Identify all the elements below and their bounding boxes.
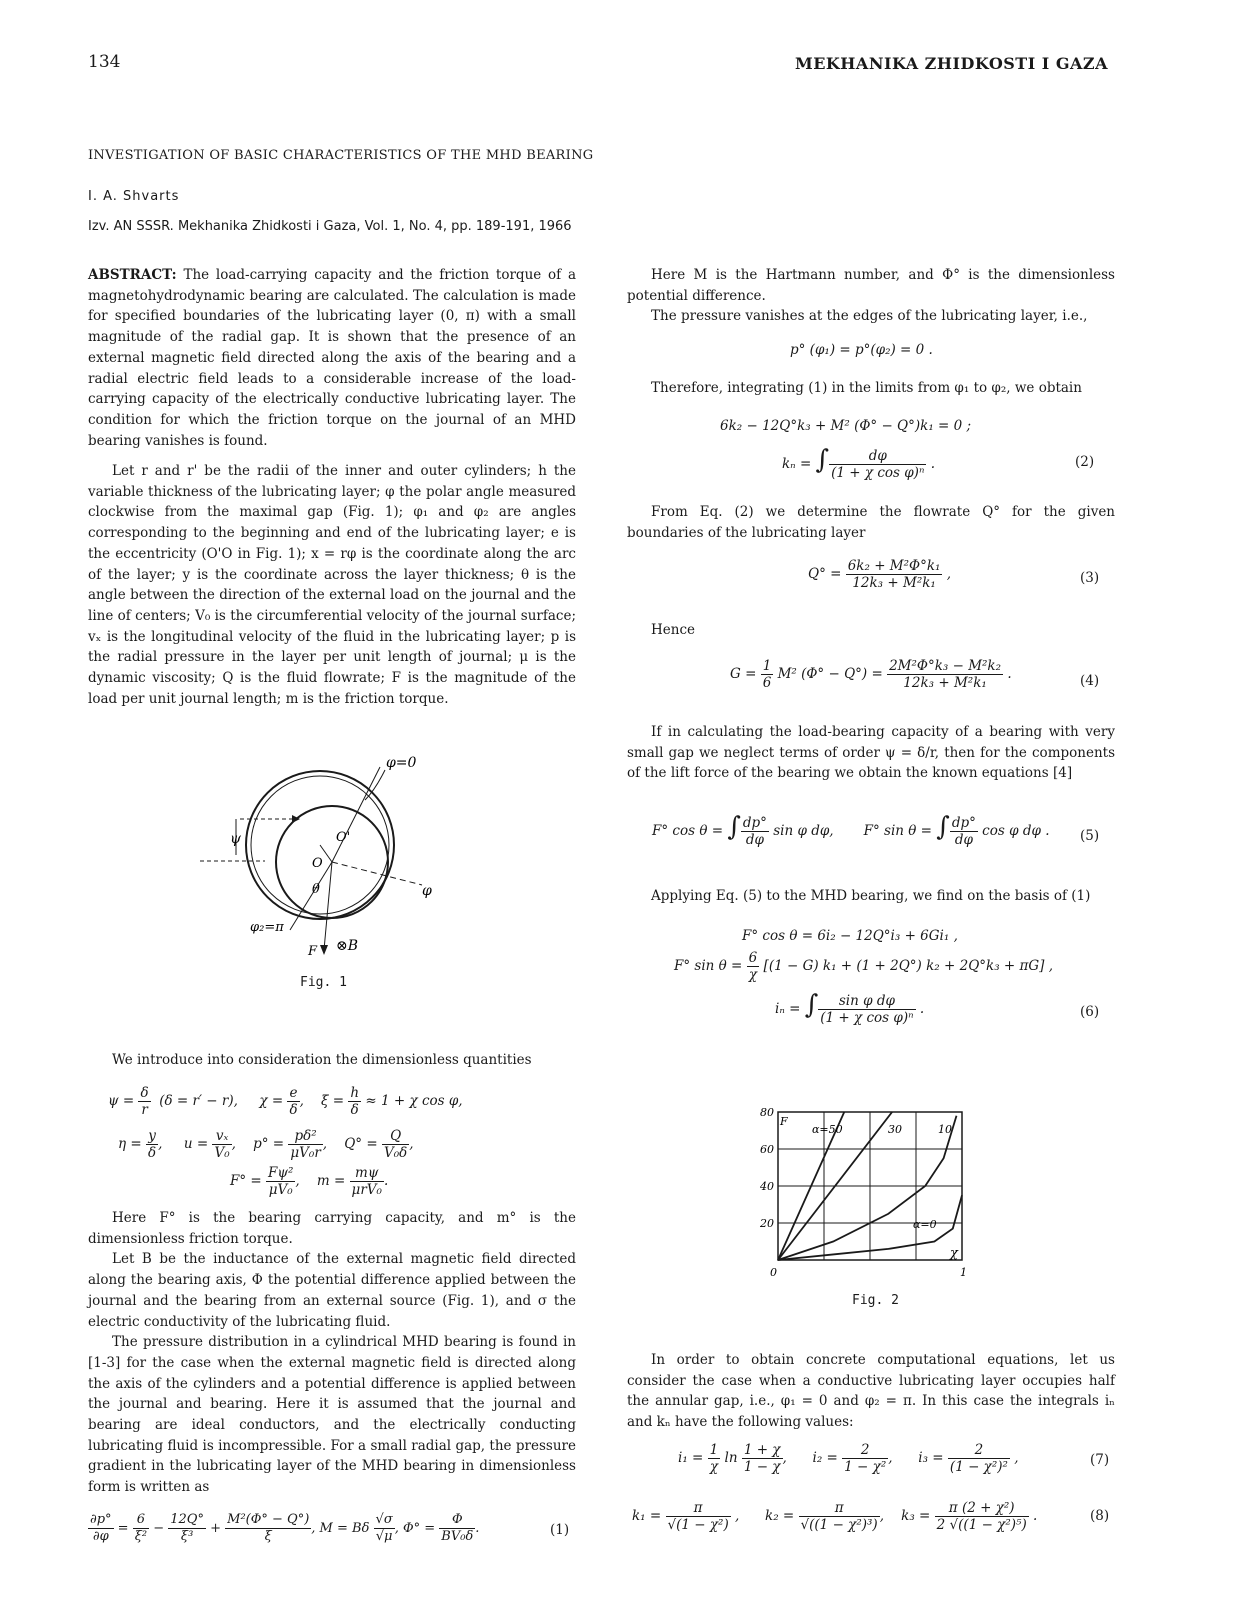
fig2-ytick-40: 40: [760, 1180, 774, 1193]
right-paragraph-4: [651, 620, 695, 641]
abstract-text: The load-carrying capacity and the friction torque of a magnetohydrodynamic bearing are calculated. The calculation is made for specified boundaries of the lubricating layer (0, π) with a small magnitude of the radial gap. It is shown that the presence of an external magnetic field directed along the axis of the bearing and a radial electric field leads to a considerable increase of the load-carrying capacity of the electrically conductive lubricating layer. The condition for which the friction torque on the journal of an MHD bearing vanishes is found.: [88, 267, 576, 449]
fig2-ticks: [759, 1106, 967, 1279]
right-p6-text: If in calculating the load-bearing capacity of a bearing with very small gap we neglect terms of order ψ = δ/r, then for the components of the lift force of the bearing we obtain the known equations [4]: [627, 724, 1115, 782]
right-p2-text: The pressure vanishes at the edges of the lubricating layer, i.e.,: [651, 308, 1088, 325]
equation-6a: F° cos θ = 6i₂ − 12Q°i₃ + 6Gi₁ ,: [742, 928, 958, 944]
fig2-xlabel: χ: [950, 1246, 958, 1261]
right-paragraph-5: [627, 722, 1115, 784]
eq5-number: (5): [1080, 828, 1100, 844]
journal-title: MEKHANIKA ZHIDKOSTI I GAZA: [794, 54, 1108, 73]
equation-6c: iₙ = ∫ $\frac{\text{sin φ dφ}}{\text{(1 + χ cos φ)ⁿ}}$ .: [775, 990, 925, 1026]
fig2-ylabel: F: [780, 1115, 788, 1128]
fig1-label-phi2: φ₂=π: [250, 920, 284, 935]
right-p1-text: Here M is the Hartmann number, and Φ° is the dimensionless potential difference.: [627, 267, 1115, 304]
figure-1: [200, 745, 440, 965]
citation: Izv. AN SSSR. Mekhanika Zhidkosti i Gaza, Vol. 1, No. 4, pp. 189-191, 1966: [88, 219, 572, 234]
equation-3: Q° = $\frac{\text{6k₂ + M²Φ°k₁}}{\text{12k₃ + M²k₁}}$ ,: [808, 558, 952, 591]
fig2-ytick-60: 60: [760, 1143, 774, 1156]
fig2-ytick-20: 20: [760, 1217, 774, 1230]
fig2-xtick-1: 1: [960, 1266, 967, 1279]
abstract-label: ABSTRACT:: [88, 267, 177, 283]
equation-2: kₙ = ∫ $\frac{d\varphi}{\text{(1 + χ cos φ)ⁿ}}$ .: [782, 445, 936, 481]
abstract: [88, 265, 576, 451]
right-p8-text: In order to obtain concrete computational equations, let us consider the case when a conductive lubricating layer occupies half the annular gap, i.e., φ₁ = 0 and φ₂ = π. In this case the integrals iₙ and kₙ have the following values:: [627, 1352, 1115, 1431]
eq-boundary: p° (φ₁) = p°(φ₂) = 0 .: [790, 342, 933, 358]
paper-title: INVESTIGATION OF BASIC CHARACTERISTICS OF THE MHD BEARING: [88, 148, 594, 163]
line-phi2: [290, 862, 332, 930]
eq2-number: (2): [1075, 454, 1095, 470]
equation-6b: F° sin θ = $\frac{6}{\chi}$ [(1 − G) k₁ + (1 + 2Q°) k₂ + 2Q°k₃ + πG] ,: [674, 950, 1054, 983]
right-p5-text: Hence: [651, 622, 696, 638]
eq-integrated: 6k₂ − 12Q°k₃ + M² (Φ° − Q°)k₁ = 0 ;: [720, 418, 972, 434]
authors: I. A. Shvarts: [88, 189, 180, 204]
fig2-caption: Fig. 2: [852, 1293, 899, 1308]
figure-2-chart: [750, 1100, 980, 1285]
left-p4-text: Let B be the inductance of the external magnetic field directed along the bearing axis, Φ the potential difference applied between the journal and the bearing from an external source (Fig. 1), and σ the electric conductivity of the lubricating fluid.: [88, 1251, 576, 1330]
right-p7-text: Applying Eq. (5) to the MHD bearing, we find on the basis of (1): [651, 888, 1091, 904]
eq1-number: (1): [550, 1522, 570, 1538]
eq7-number: (7): [1090, 1452, 1110, 1468]
fig1-label-phi: φ: [422, 883, 432, 899]
fig1-label-theta: θ: [312, 882, 320, 897]
left-paragraph-1: [88, 461, 576, 709]
fig2-grid: [778, 1112, 962, 1260]
fig1-label-f: F: [308, 944, 318, 959]
equation-5: F° cos θ = ∫ $\frac{dp^\circ}{d\varphi}$ sin φ dφ, F° sin θ = ∫ $\frac{dp^\circ}{d\varphi}$ cos φ dφ .: [652, 812, 1050, 848]
eq-dimensionless-3: F° = $\frac{\text{Fψ²}}{\text{μV₀}}$ , m = $\frac{m\psi}{\text{μrV₀}}$ .: [230, 1165, 389, 1198]
right-paragraph-3: [627, 502, 1115, 543]
fig2-annotation-30: 30: [888, 1123, 902, 1136]
right-p3-text: Therefore, integrating (1) in the limits from φ₁ to φ₂, we obtain: [651, 380, 1082, 396]
left-p1-text: Let r and r' be the radii of the inner and outer cylinders; h the variable thickness of the lubricating layer; φ the polar angle measured clockwise from the maximal gap (Fig. 1); φ₁ and φ₂ are angles corresponding to the beginning and end of the lubricating layer; e is the eccentricity (O'O in Fig. 1); x = rφ is the coordinate along the arc of the layer; y is the coordinate across the layer thickness; θ is the angle between the direction of the external load on the journal and the line of centers; V₀ is the circumferential velocity of the journal surface; vₓ is the longitudinal velocity of the fluid in the lubricating layer; p is the radial pressure in the layer per unit length of journal; μ is the dynamic viscosity; Q is the fluid flowrate; F is the magnitude of the load per unit journal length; m is the friction torque.: [88, 463, 576, 707]
eq4-number: (4): [1080, 673, 1100, 689]
left-p3-text: Here F° is the bearing carrying capacity, and m° is the dimensionless friction torque.: [88, 1210, 576, 1247]
right-paragraph-2: [627, 378, 1115, 399]
eq8-number: (8): [1090, 1508, 1110, 1524]
eq3-number: (3): [1080, 570, 1100, 586]
fig1-label-b: ⊗B: [336, 938, 359, 954]
left-p2-text: We introduce into consideration the dimensionless quantities: [112, 1052, 532, 1068]
eq6-number: (6): [1080, 1004, 1100, 1020]
fig1-label-phi0: φ=0: [386, 755, 417, 771]
equation-4: G = $\frac{1}{6}$ M² (Φ° − Q°) = $\frac{\text{2M²Φ°k₃ − M²k₂}}{\text{12k₃ + M²k₁}}$ .: [730, 658, 1012, 691]
fig1-label-o: O: [312, 856, 323, 871]
fig2-annotation-alpha0: α=0: [913, 1218, 937, 1231]
load-arrow: [320, 945, 328, 955]
eq-dimensionless-2: η = $\frac{y}{\delta}$ , u = $\frac{\text{vₓ}}{\text{V₀}}$ , p° = $\frac{\text{pδ²}}{\text{μV₀r}}$ , Q° = $\frac{Q}{\text{V₀δ}}$ ,: [118, 1128, 414, 1161]
fig1-label-psi: ψ: [230, 831, 241, 847]
left-paragraph-3: [88, 1208, 576, 1498]
fig2-ytick-80: 80: [760, 1106, 774, 1119]
right-p4-text: From Eq. (2) we determine the flowrate Q° for the given boundaries of the lubricating layer: [627, 504, 1115, 541]
fig1-caption: Fig. 1: [300, 975, 347, 990]
fig1-label-oprime: O': [336, 830, 351, 845]
fig2-series-2: [778, 1116, 956, 1260]
load-line: [324, 862, 332, 950]
fig2-annotation-alpha50: α=50: [812, 1123, 843, 1136]
left-paragraph-2: [88, 1050, 576, 1071]
fig2-annotation-10: 10: [938, 1123, 952, 1136]
page-number: 134: [88, 52, 121, 72]
equation-8: k₁ = $\frac{\pi}{\text{√(1 − χ²)}}$ , k₂ = $\frac{\pi}{\text{√((1 − χ²)³)}}$ , k₃ = $\frac{\text{π (2 + χ²)}}{\text{2 √((1 − χ²)⁵)}}$ .: [632, 1500, 1038, 1533]
equation-1: $\frac{\partial p^\circ}{\partial\varphi}$ = $\frac{6}{\text{ξ²}}$ − $\frac{12Q^\circ}{\text{ξ³}}$ + $\frac{\text{M²(Φ° − Q°)}}{\xi}$ , M = Bδ $\frac{√\sigma}{√\mu}$ , Φ° = $\frac{\Phi}{\text{BV₀δ}}$ .: [90, 1512, 480, 1544]
equation-7: i₁ = $\frac{1}{\chi}$ ln $\frac{1 + \chi}{1 - \chi}$ , i₂ = $\frac{2}{\text{1 − χ²}}$ , i₃ = $\frac{2}{\text{(1 − χ²)²}}$ ,: [678, 1442, 1019, 1475]
left-p5-text: The pressure distribution in a cylindrical MHD bearing is found in [1-3] for the case when the external magnetic field is directed along the axis of the cylinders and a potential difference is applied between the journal and bearing. Here it is assumed that the journal and bearing are ideal conductors, and the electrically conducting lubricating fluid is incompressible. For a small radial gap, the pressure gradient in the lubricating layer of the MHD bearing in dimensionless form is written as: [88, 1334, 576, 1496]
right-paragraph-1: [627, 265, 1115, 327]
right-paragraph-7: [627, 1350, 1115, 1433]
line-phi: [332, 862, 422, 885]
eq-dimensionless-1: ψ = $\frac{\delta}{r}$ (δ = r′ − r), χ = $\frac{e}{\delta}$ , ξ = $\frac{h}{\delta}$ ≈ 1 + χ cos φ,: [108, 1085, 463, 1118]
fig2-xtick-0: 0: [770, 1266, 777, 1279]
right-paragraph-6: [627, 886, 1115, 907]
